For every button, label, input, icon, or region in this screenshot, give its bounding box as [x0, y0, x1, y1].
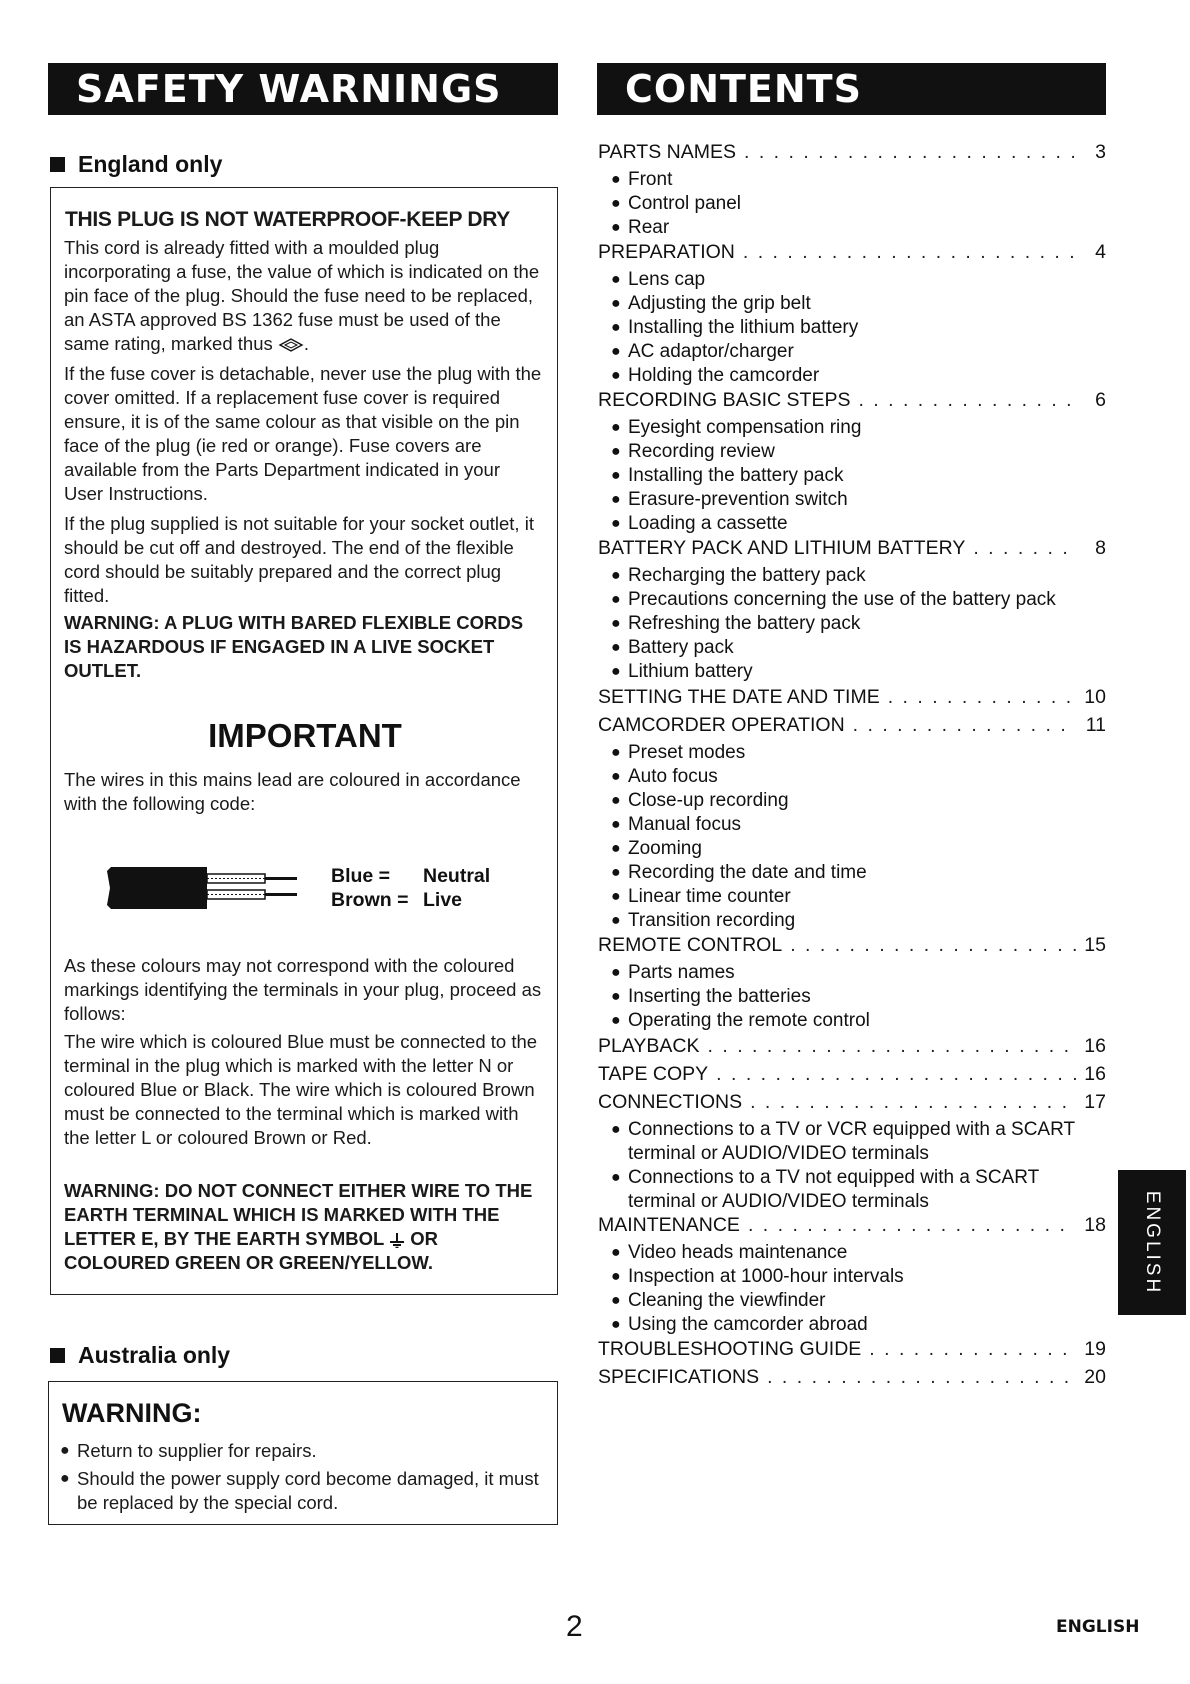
toc-subitem [611, 985, 1081, 1009]
toc-subitem [611, 440, 1081, 464]
toc-entry-title: REMOTE CONTROL [598, 934, 783, 956]
toc-subitem-label: AC adaptor/charger [628, 341, 794, 362]
bullet-icon: ● [611, 1012, 621, 1029]
footer-language-label: ENGLISH [1056, 1617, 1140, 1637]
bullet-icon: ● [611, 1268, 621, 1285]
toc-entry[interactable] [598, 388, 1106, 412]
australia-warning-box [48, 1381, 558, 1525]
toc-subitem [611, 837, 1081, 861]
australia-warning-title: WARNING: [62, 1398, 202, 1428]
fuse-paragraph-text: This cord is already fitted with a moulded plug incorporating a fuse, the value of which is indicated on the pin face of the plug. Should the fuse need to be replaced, an ASTA approved BS 1362 fuse must be used of the same rating, marked thus [64, 237, 540, 354]
bullet-icon: ● [611, 1169, 621, 1186]
toc-subitem-label: Parts names [628, 962, 735, 983]
toc-subitem-label: Installing the lithium battery [628, 317, 859, 338]
blue-code-key: Blue = [331, 865, 391, 887]
toc-subitem-label: Recharging the battery pack [628, 565, 866, 586]
toc-subitem [611, 464, 1081, 488]
toc-subitem [611, 789, 1081, 813]
fuse-paragraph-end: . [303, 333, 310, 354]
toc-subitem [611, 512, 1081, 536]
toc-entry[interactable] [598, 1337, 1106, 1361]
square-bullet-icon [50, 157, 65, 172]
plug-title: THIS PLUG IS NOT WATERPROOF-KEEP DRY [65, 208, 511, 231]
toc-subitem [611, 168, 1081, 192]
australia-warning-item [60, 1439, 545, 1463]
blue-code-value: Neutral [423, 865, 491, 887]
toc-entry-page: 6 [1095, 389, 1106, 411]
toc-subitem [611, 660, 1081, 684]
toc-entry[interactable] [598, 1213, 1106, 1237]
toc-subitem-label: Recording the date and time [628, 862, 867, 883]
toc-entry-page: 8 [1095, 537, 1106, 559]
toc-subitem-label: Loading a cassette [628, 513, 788, 534]
asta-mark-icon [278, 338, 304, 352]
toc-subitem-label: Manual focus [628, 814, 742, 835]
bullet-icon: ● [611, 271, 621, 288]
toc-subitem-label: Preset modes [628, 742, 746, 763]
bullet-icon: ● [611, 1316, 621, 1333]
toc-entry-page: 19 [1084, 1338, 1106, 1360]
toc-entry-title: PARTS NAMES [598, 141, 736, 163]
toc-subitem-label: Close-up recording [628, 790, 789, 811]
toc-entry-title: CONNECTIONS [598, 1091, 743, 1113]
toc-leader-dots [743, 240, 1076, 264]
toc-entry[interactable] [598, 713, 1106, 737]
bullet-icon: ● [611, 195, 621, 212]
toc-subitem [611, 1289, 1081, 1313]
toc-entry[interactable] [598, 240, 1106, 264]
toc-subitem-label: Rear [628, 217, 670, 238]
toc-subitem-label: Video heads maintenance [628, 1242, 848, 1263]
toc-subitem-label: Inserting the batteries [628, 986, 811, 1007]
bullet-icon: ● [611, 768, 621, 785]
toc-entry-page: 18 [1084, 1214, 1106, 1236]
toc-subitem [611, 961, 1081, 985]
toc-leader-dots [748, 1213, 1076, 1237]
page-number: 2 [566, 1610, 583, 1643]
bullet-icon: ● [611, 515, 621, 532]
toc-leader-dots [858, 388, 1076, 412]
brown-code-value: Live [423, 889, 463, 911]
toc-subitem [611, 1166, 1081, 1214]
toc-subitem [611, 612, 1081, 636]
toc-subitem-label: Erasure-prevention switch [628, 489, 848, 510]
toc-subitem [611, 636, 1081, 660]
toc-leader-dots [750, 1090, 1076, 1114]
toc-entry-page: 16 [1084, 1035, 1106, 1057]
earth-symbol-icon [389, 1232, 405, 1248]
toc-entry-page: 16 [1084, 1063, 1106, 1085]
toc-entry-title: PREPARATION [598, 241, 735, 263]
toc-subitem [611, 564, 1081, 588]
bullet-icon: ● [611, 912, 621, 929]
fuse-paragraph [64, 236, 544, 356]
important-title: IMPORTANT [208, 717, 402, 754]
toc-entry-title: MAINTENANCE [598, 1214, 740, 1236]
toc-subitem [611, 765, 1081, 789]
toc-subitem [611, 1265, 1081, 1289]
toc-entry-page: 4 [1095, 241, 1106, 263]
bullet-icon: ● [611, 219, 621, 236]
plug-warning-box [50, 187, 558, 1295]
bullet-icon: ● [611, 663, 621, 680]
bullet-icon: ● [611, 591, 621, 608]
toc-subitem-label: Adjusting the grip belt [628, 293, 811, 314]
toc-subitem-label: Connections to a TV not equipped with a SCART terminal or AUDIO/VIDEO terminals [628, 1167, 1039, 1212]
toc-entry[interactable] [598, 1062, 1106, 1086]
toc-leader-dots [973, 536, 1076, 560]
toc-subitem [611, 292, 1081, 316]
toc-subitem-label: Lens cap [628, 269, 706, 290]
toc-subitem-label: Using the camcorder abroad [628, 1314, 868, 1335]
bared-cord-warning: WARNING: A PLUG WITH BARED FLEXIBLE CORDS IS HAZARDOUS IF ENGAGED IN A LIVE SOCKET OUTLET. [64, 612, 524, 681]
toc-subitem [611, 216, 1081, 240]
england-only-label: England only [78, 151, 223, 177]
toc-entry-title: TROUBLESHOOTING GUIDE [598, 1338, 862, 1360]
toc-subitem-label: Control panel [628, 193, 742, 214]
toc-leader-dots [708, 1034, 1076, 1058]
plug-replacement-paragraph: If the plug supplied is not suitable for your socket outlet, it should be cut off and destroyed. The end of the flexible cord should be suitably prepared and the correct plug fitted. [64, 513, 534, 606]
toc-leader-dots [888, 685, 1076, 709]
bullet-icon: ● [611, 744, 621, 761]
bullet-icon: ● [611, 1244, 621, 1261]
bullet-icon: ● [611, 171, 621, 188]
toc-subitem-label: Installing the battery pack [628, 465, 844, 486]
bullet-icon: ● [611, 1292, 621, 1309]
toc-subitem-label: Zooming [628, 838, 702, 859]
toc-entry-page: 3 [1095, 141, 1106, 163]
english-side-tab-label: ENGLISH [1142, 1190, 1164, 1295]
toc-subitem-label: Inspection at 1000-hour intervals [628, 1266, 904, 1287]
toc-entry-title: TAPE COPY [598, 1063, 709, 1085]
toc-subitem-label: Operating the remote control [628, 1010, 870, 1031]
toc-subitem [611, 192, 1081, 216]
toc-subitem-label: Transition recording [628, 910, 796, 931]
toc-subitem [611, 861, 1081, 885]
square-bullet-icon [50, 1348, 65, 1363]
toc-subitem [611, 741, 1081, 765]
toc-subitem [611, 1313, 1081, 1337]
australia-warning-text: Should the power supply cord become damaged, it must be replaced by the special cord. [77, 1468, 539, 1513]
toc-subitem-label: Auto focus [628, 766, 718, 787]
wire-connection-paragraph: The wire which is coloured Blue must be connected to the terminal in the plug which is marked with the letter N or coloured Blue or Black. The wire which is coloured Brown must be connected to the terminal which is marked with the letter L or coloured Brown or Red. [64, 1031, 538, 1148]
toc-subitem-label: Front [628, 169, 673, 190]
brown-code-key: Brown = [331, 889, 409, 911]
bullet-icon: ● [611, 1121, 621, 1138]
toc-subitem [611, 488, 1081, 512]
toc-subitem [611, 885, 1081, 909]
bullet-icon: ● [611, 419, 621, 436]
mains-cable-icon [107, 863, 307, 913]
toc-subitem-label: Linear time counter [628, 886, 791, 907]
toc-entry-title: BATTERY PACK AND LITHIUM BATTERY [598, 537, 966, 559]
fuse-cover-paragraph: If the fuse cover is detachable, never use the plug with the cover omitted. If a replacement fuse cover is required ensure, it is of the same colour as that visible on the pin face of the plug (ie red or orange). Fuse covers are available from the Parts Department indicated in your User Instructions. [64, 363, 542, 504]
toc-entry-title: RECORDING BASIC STEPS [598, 389, 851, 411]
toc-subitem-label: Holding the camcorder [628, 365, 820, 386]
toc-entry[interactable] [598, 685, 1106, 709]
bullet-icon: ● [611, 343, 621, 360]
bullet-icon: ● [611, 491, 621, 508]
toc-subitem-label: Refreshing the battery pack [628, 613, 861, 634]
toc-subitem [611, 588, 1081, 612]
toc-entry[interactable] [598, 1034, 1106, 1058]
colour-mismatch-paragraph: As these colours may not correspond with the coloured markings identifying the terminals in your plug, proceed as follows: [64, 955, 542, 1024]
bullet-icon: ● [611, 567, 621, 584]
toc-entry[interactable] [598, 1090, 1106, 1114]
bullet-icon: ● [611, 467, 621, 484]
toc-leader-dots [767, 1365, 1076, 1389]
toc-entry-page: 10 [1084, 686, 1106, 708]
toc-subitem [611, 268, 1081, 292]
toc-subitem [611, 1241, 1081, 1265]
toc-subitem [611, 909, 1081, 933]
australia-warning-item [60, 1467, 545, 1515]
toc-subitem-label: Eyesight compensation ring [628, 417, 862, 438]
toc-subitem [611, 1118, 1081, 1166]
toc-entry[interactable] [598, 1365, 1106, 1389]
toc-entry-page: 15 [1084, 934, 1106, 956]
toc-subitem [611, 813, 1081, 837]
toc-entry[interactable] [598, 140, 1106, 164]
earth-warning-text: WARNING: DO NOT CONNECT EITHER WIRE TO THE EARTH TERMINAL WHICH IS MARKED WITH THE LETTER E, BY THE EARTH SYMBOL [64, 1180, 533, 1249]
bullet-icon: ● [611, 840, 621, 857]
blue-code [331, 864, 490, 888]
bullet-icon: ● [611, 639, 621, 656]
safety-warnings-banner: SAFETY WARNINGS [48, 63, 558, 115]
earth-warning-text-end: OR COLOURED GREEN OR GREEN/YELLOW. [64, 1228, 439, 1273]
bullet-icon: ● [611, 964, 621, 981]
toc-subitem-label: Connections to a TV or VCR equipped with a SCART terminal or AUDIO/VIDEO terminals [628, 1119, 1075, 1164]
toc-leader-dots [744, 140, 1076, 164]
toc-subitem-label: Battery pack [628, 637, 734, 658]
toc-leader-dots [716, 1062, 1076, 1086]
toc-subitem-label: Precautions concerning the use of the battery pack [628, 589, 1056, 610]
bullet-icon: ● [611, 615, 621, 632]
bullet-icon: ● [611, 864, 621, 881]
toc-subitem-label: Lithium battery [628, 661, 753, 682]
bullet-icon: ● [611, 792, 621, 809]
toc-leader-dots [869, 1337, 1076, 1361]
bullet-icon: ● [611, 295, 621, 312]
earth-terminal-warning [64, 1179, 544, 1275]
bullet-icon: ● [60, 1470, 70, 1487]
toc-subitem [611, 364, 1081, 388]
toc-subitem [611, 416, 1081, 440]
toc-entry-title: CAMCORDER OPERATION [598, 714, 845, 736]
bullet-icon: ● [611, 319, 621, 336]
wire-colour-intro: The wires in this mains lead are coloured in accordance with the following code: [64, 769, 521, 814]
bullet-icon: ● [611, 443, 621, 460]
toc-subitem [611, 340, 1081, 364]
toc-subitem-label: Cleaning the viewfinder [628, 1290, 826, 1311]
australia-only-heading [50, 1342, 230, 1369]
toc-entry-page: 17 [1084, 1091, 1106, 1113]
toc-entry-page: 11 [1085, 714, 1106, 736]
toc-entry-title: PLAYBACK [598, 1035, 700, 1057]
bullet-icon: ● [611, 816, 621, 833]
england-only-heading [50, 151, 222, 178]
toc-leader-dots [790, 933, 1076, 957]
toc-entry-title: SPECIFICATIONS [598, 1366, 760, 1388]
toc-subitem [611, 316, 1081, 340]
bullet-icon: ● [611, 367, 621, 384]
bullet-icon: ● [611, 988, 621, 1005]
toc-leader-dots [853, 713, 1076, 737]
toc-entry-page: 20 [1084, 1366, 1106, 1388]
brown-code [331, 888, 462, 912]
toc-subitem [611, 1009, 1081, 1033]
bullet-icon: ● [611, 888, 621, 905]
australia-warning-text: Return to supplier for repairs. [77, 1440, 317, 1461]
bullet-icon: ● [60, 1442, 70, 1459]
toc-entry-title: SETTING THE DATE AND TIME [598, 686, 880, 708]
australia-only-label: Australia only [78, 1342, 231, 1368]
toc-entry[interactable] [598, 933, 1106, 957]
english-side-tab [1118, 1170, 1186, 1315]
contents-banner: CONTENTS [597, 63, 1106, 115]
toc-entry[interactable] [598, 536, 1106, 560]
toc-subitem-label: Recording review [628, 441, 775, 462]
